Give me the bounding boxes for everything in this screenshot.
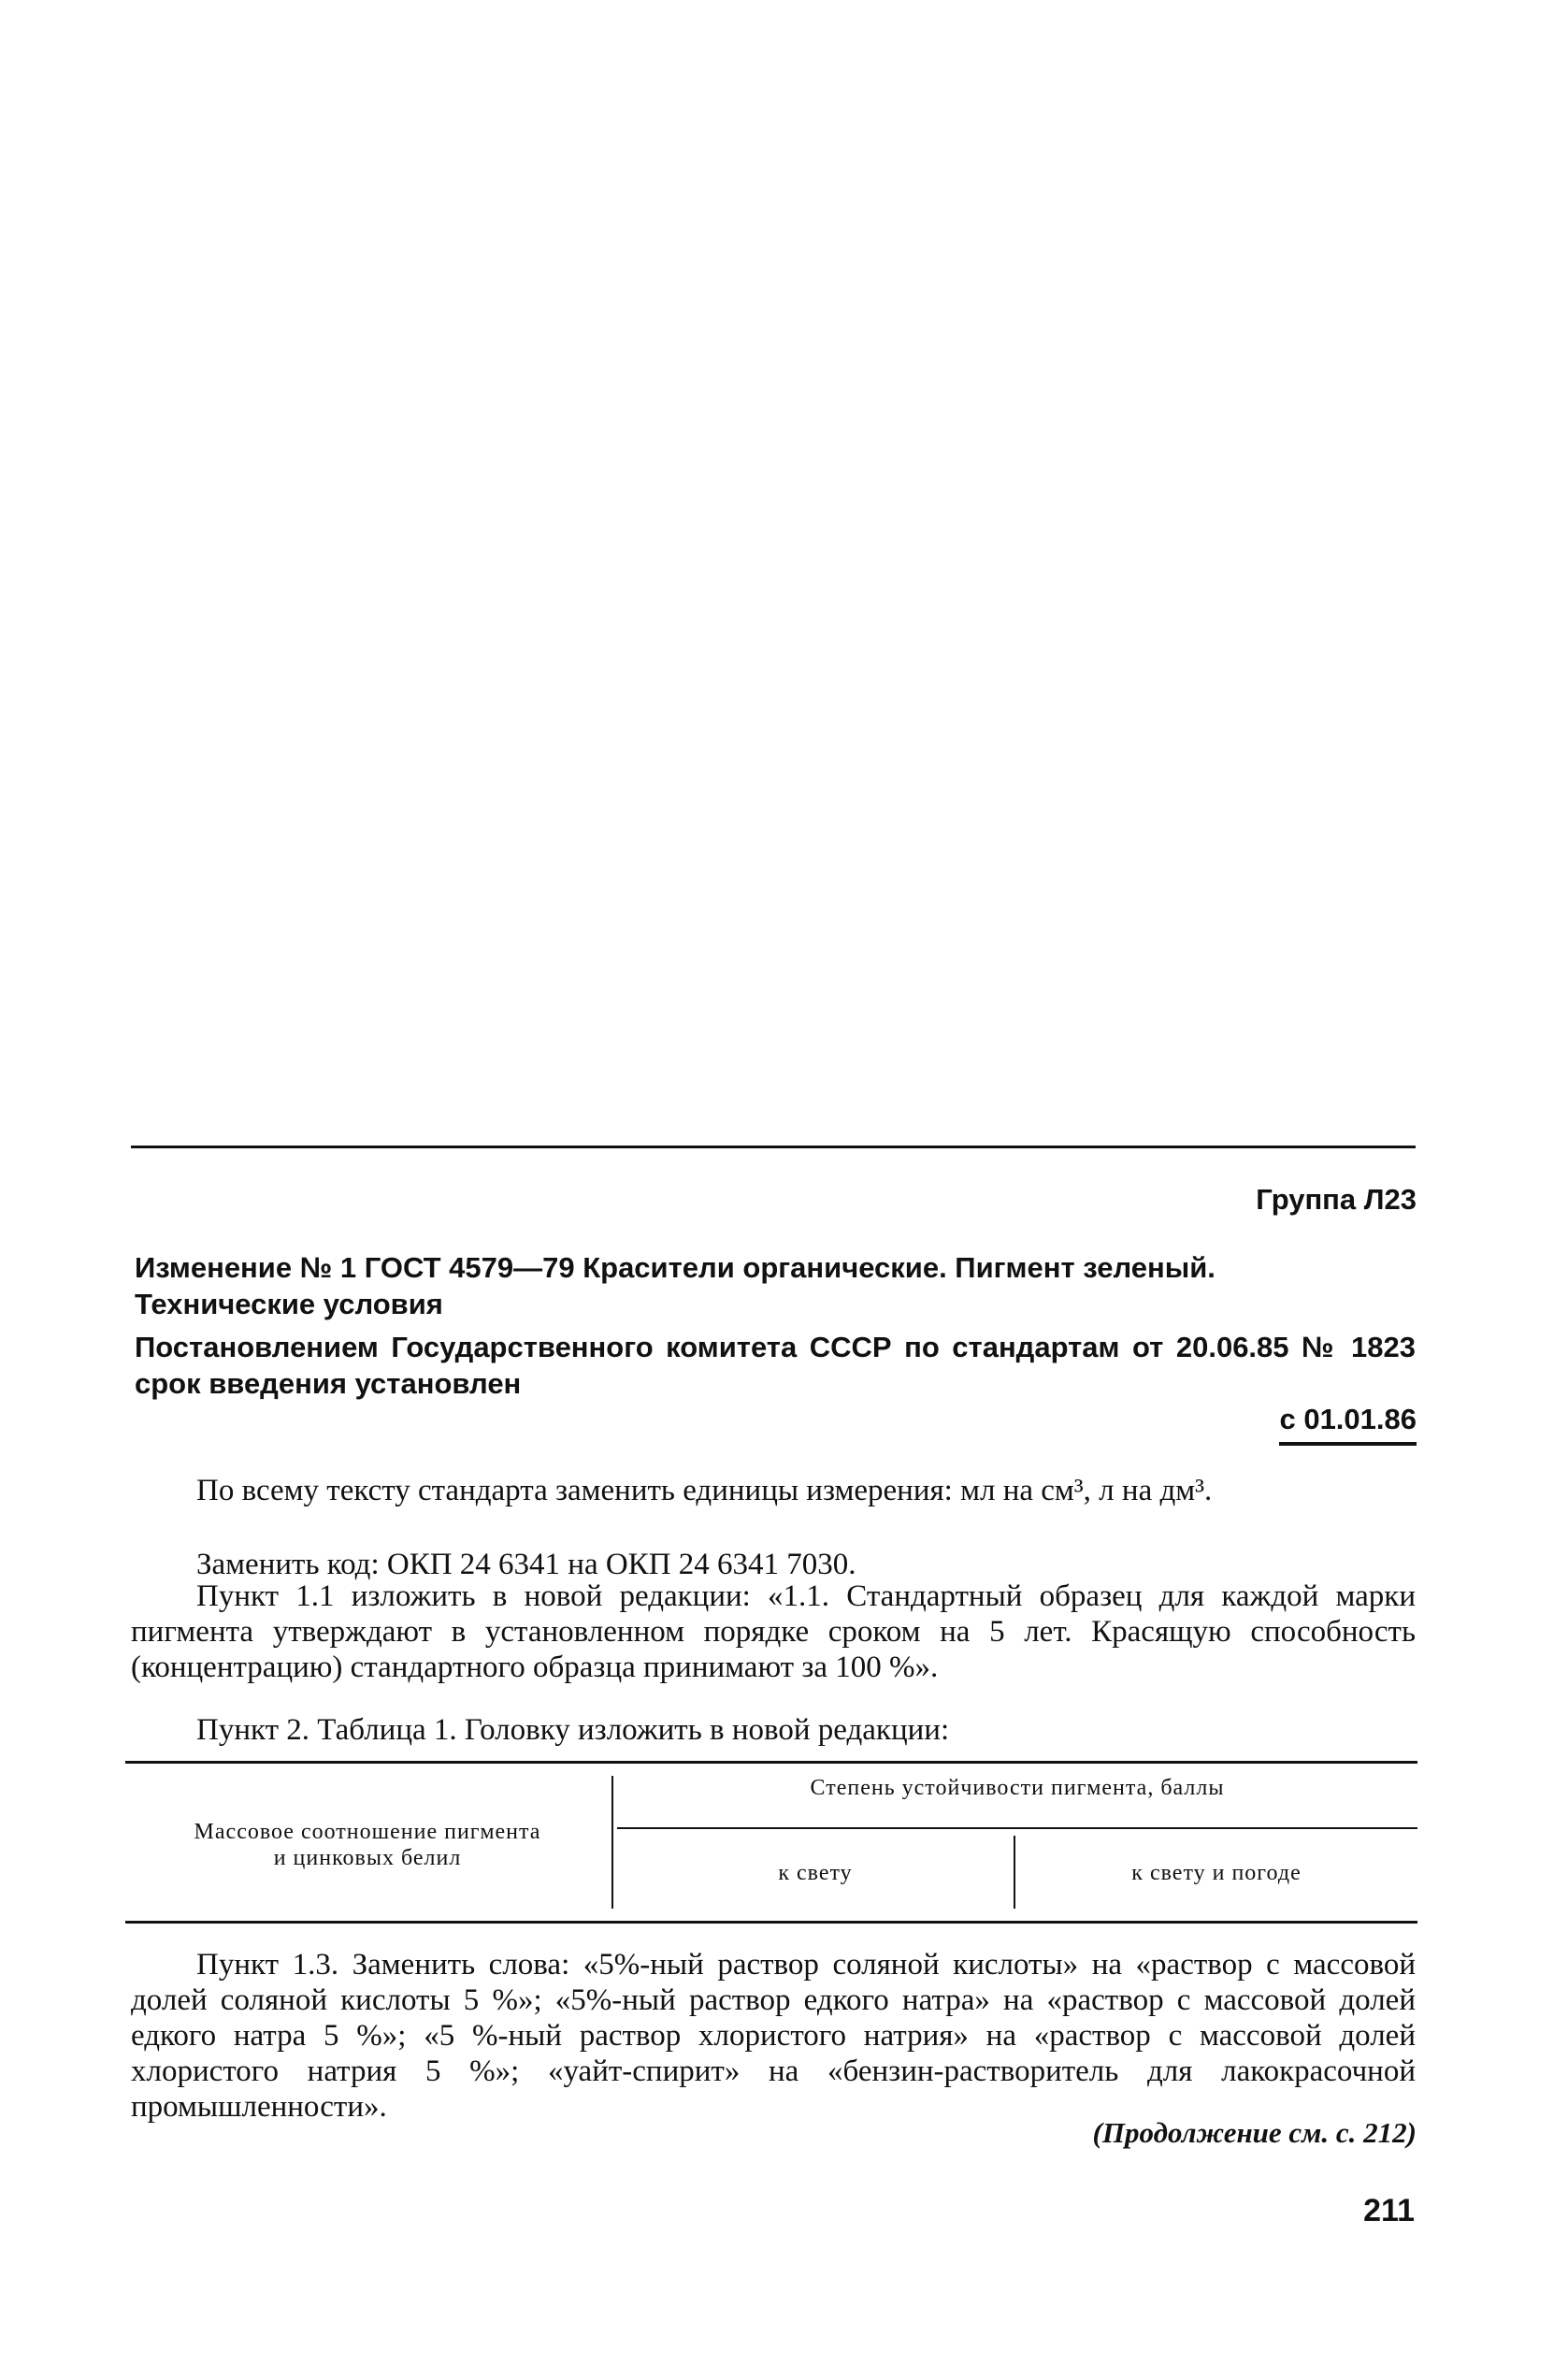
- effective-date-text: с 01.01.86: [1279, 1403, 1417, 1435]
- table-left-header-line2: и цинковых белил: [273, 1846, 462, 1870]
- amendment-title-line2: Технические условия: [135, 1288, 443, 1320]
- table-group-header: Степень устойчивости пигмента, баллы: [810, 1776, 1225, 1800]
- top-rule: [131, 1146, 1416, 1148]
- page-number: 211: [1363, 2193, 1415, 2228]
- group-label: Группа Л23: [1256, 1183, 1417, 1216]
- amendment-title-line1: Изменение № 1 ГОСТ 4579—79 Красители органические. Пигмент зеленый.: [135, 1251, 1216, 1284]
- table-bottom-rule: [125, 1921, 1417, 1924]
- effective-date: [1279, 1403, 1417, 1446]
- table-col-light-weather: к свету и погоде: [1131, 1861, 1302, 1885]
- paragraph-table-1: Пункт 2. Таблица 1. Головку изложить в новой редакции:: [196, 1713, 950, 1747]
- table-header: [125, 1761, 1417, 1924]
- paragraph-clause-1-1: Пункт 1.1 изложить в новой редакции: «1.1. Стандартный образец для каждой марки пигмента утверждают в установленном порядке сроком на 5 лет. Красящую способность (концентрацию) стандартного образца принимают за 100 %».: [131, 1579, 1416, 1684]
- table-top-rule: [125, 1761, 1417, 1764]
- paragraph-code: Заменить код: ОКП 24 6341 на ОКП 24 6341 7030.: [196, 1548, 856, 1581]
- paragraph-units: По всему тексту стандарта заменить единицы измерения: мл на см³, л на дм³.: [196, 1474, 1213, 1507]
- table-left-header-line1: Массовое соотношение пигмента: [194, 1820, 541, 1844]
- continuation-note: (Продолжение см. с. 212): [1092, 2116, 1417, 2149]
- paragraph-clause-1-3: Пункт 1.3. Заменить слова: «5%-ный раствор соляной кислоты» на «раствор с массовой долей соляной кислоты 5 %»; «5%-ный раствор едкого натра» на «раствор с массовой долей едкого натра 5 %»; «5 %-ный раствор хлористого натрия» на «раствор с массовой долей хлористого натрия 5 %»; «уайт-спирит» на «бензин-растворитель для лакокрасочной промышленности».: [131, 1948, 1416, 2124]
- table-left-header: [125, 1819, 610, 1871]
- amendment-title: [135, 1249, 1416, 1322]
- date-underline: [1279, 1442, 1417, 1446]
- table-col-light: к свету: [778, 1861, 853, 1885]
- decree-text: Постановлением Государственного комитета СССР по стандартам от 20.06.85 № 1823 срок введения установлен: [135, 1331, 1416, 1400]
- table-vertical-rule: [611, 1776, 613, 1909]
- table-inner-rule: [617, 1827, 1417, 1829]
